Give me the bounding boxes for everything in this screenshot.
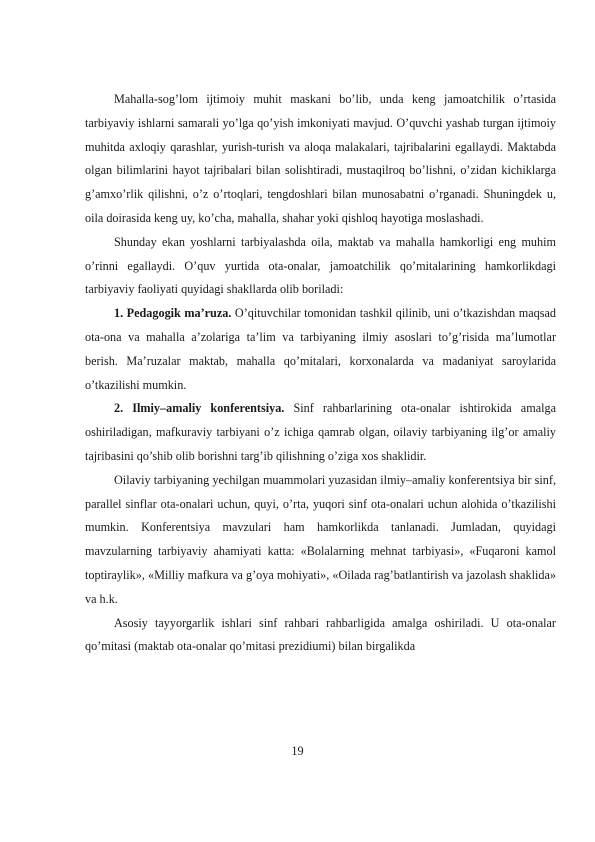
paragraph-text: Oilaviy tarbiyaning yechilgan muammolari yuzasidan ilmiy–amaliy konferentsiya bir sinf, parallel sinflar ota-onalari uchun, quyi, o’rta, yuqori sinf ota-onalari uchun alohida o’tkazilishi mumkin. Konferentsiya mavzulari ham hamkorlikda tanlanadi. Jumladan, quyidagi mavzularning tarbiyaviy ahamiyati katta: «Bolalarning mehnat tarbiyasi», «Fuqaroni kamol toptiraylik», «Milliy mafkura va g’oya mohiyati», «Oilada rag’batlantirish va jazolash shaklida» va h.k.	[85, 472, 556, 606]
paragraph-text: O’qituvchilar tomonidan tashkil qilinib, uni o’tkazishdan maqsad ota-ona va mahalla a’zolariga ta’lim va tarbiyaning ilmiy asoslari to’g’risida ma’lumotlar berish. Ma’ruzalar maktab, mahalla qo’mitalari, korxonalarda va madaniyat saroylarida o’tkazilishi mumkin.	[85, 306, 556, 392]
paragraph-6	[85, 612, 556, 660]
paragraph-lead: 1. Pedagogik ma’ruza.	[114, 306, 232, 321]
paragraph-3	[85, 302, 556, 397]
paragraph-text: Mahalla-sog’lom ijtimoiy muhit maskani bo’lib, unda keng jamoatchilik o’rtasida tarbiyaviy ishlarni samarali yo’lga qo’yish imkoniyati mavjud. O’quvchi yashab turgan ijtimoiy muhitda axloqiy qarashlar, yurish-turish va aloqa malakalari, tajribalarini egallaydi. Maktabda olgan bilimlarini hayot tajribalari bilan solishtiradi, mustaqilroq bo’lishni, o’zidan kichiklarga g’amxo’rlik qilishni, o’z o’rtoqlari, tengdoshlari bilan munosabatni o’rganadi. Shuningdek u, oila doirasida keng uy, ko’cha, mahalla, shahar yoki qishloq hayotiga moslashadi.	[85, 92, 556, 225]
paragraph-text: Shunday ekan yoshlarni tarbiyalashda oila, maktab va mahalla hamkorligi eng muhim o’rinni egallaydi. O’quv yurtida ota-onalar, jamoatchilik qo’mitalarining hamkorlikdagi tarbiyaviy faoliyati quyidagi shakllarda olib boriladi:	[85, 234, 556, 297]
paragraph-lead: 2. Ilmiy–amaliy konferentsiya.	[114, 401, 285, 416]
document-body	[85, 88, 556, 659]
paragraph-text: Sinf rahbarlarining ota-onalar ishtirokida amalga oshiriladigan, mafkuraviy tarbiyani o’z ichiga qamrab olgan, oilaviy tarbiyaning ilg’or amaliy tajribasini qo’shib olib borishni targ’ib qilishning o’ziga xos shaklidir.	[85, 401, 556, 463]
page-number: 19	[291, 744, 304, 758]
paragraph-4	[85, 397, 556, 468]
paragraph-5	[85, 469, 556, 612]
paragraph-text: Asosiy tayyorgarlik ishlari sinf rahbari rahbarligida amalga oshiriladi. U ota-onalar qo’mitasi (maktab ota-onalar qo’mitasi prezidiumi) bilan birgalikda	[85, 615, 556, 654]
paragraph-2	[85, 231, 556, 302]
paragraph-1	[85, 88, 556, 231]
